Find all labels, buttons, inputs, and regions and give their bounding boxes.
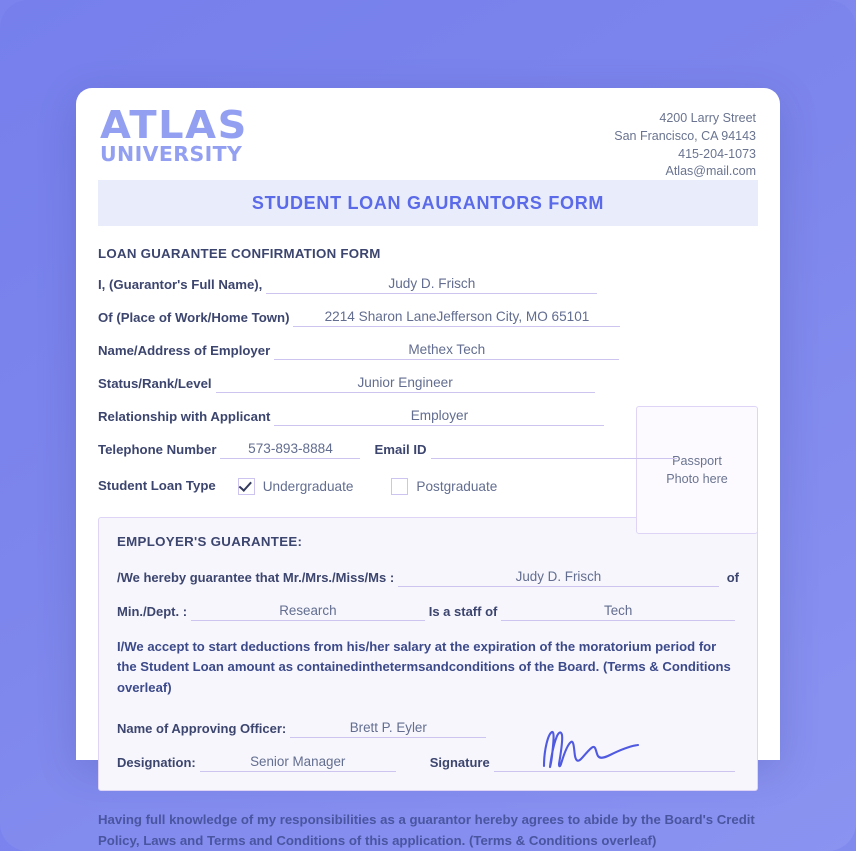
document-header (76, 88, 780, 180)
field-row-place-of-work (98, 301, 756, 327)
status-rank-input[interactable] (216, 370, 595, 393)
field-row-guarantor-name (98, 268, 756, 294)
guarantee-paragraph: I/We accept to start deductions from his/her salary at the expiration of the moratorium period for the Student Loan amount as containedinthetermsandconditions of the Board. (Terms & Conditions overleaf) (117, 639, 731, 695)
contact-address-block (614, 110, 756, 181)
guarantee-row-dept (117, 595, 739, 621)
guarantor-name-input[interactable] (266, 271, 597, 294)
telephone-value: 573-893-8884 (248, 441, 333, 456)
field-row-relationship (98, 400, 756, 426)
signature-input[interactable] (494, 749, 735, 772)
loan-type-option-undergraduate[interactable] (238, 478, 354, 495)
field-label: Of (Place of Work/Home Town) (98, 310, 290, 325)
hereby-label: /We hereby guarantee that Mr./Mrs./Miss/Ms : (117, 570, 395, 585)
field-row-status-rank (98, 367, 756, 393)
field-row-employer-name (98, 334, 756, 360)
form-field-list (98, 268, 756, 499)
relationship-input[interactable] (274, 403, 604, 426)
option-label: Undergraduate (262, 478, 354, 494)
checkbox-unchecked-icon[interactable] (391, 478, 408, 495)
address-email: Atlas@mail.com (665, 164, 756, 179)
field-value: Judy D. Frisch (388, 276, 476, 291)
field-value: Employer (410, 408, 469, 423)
hereby-name-input[interactable] (398, 564, 719, 587)
form-title-banner (98, 180, 758, 226)
field-label: Relationship with Applicant (98, 409, 271, 424)
designation-input[interactable] (200, 749, 396, 772)
telephone-input[interactable] (220, 436, 360, 459)
officer-name-value: Brett P. Eyler (349, 719, 427, 735)
passport-line-2: Photo here (666, 472, 728, 486)
form-document-card (76, 88, 780, 848)
address-phone: 415-204-1073 (678, 146, 756, 161)
loan-type-option-postgraduate[interactable] (391, 478, 497, 495)
guarantee-row-designation-signature (117, 746, 739, 772)
guarantee-title: EMPLOYER'S GUARANTEE: (117, 534, 303, 549)
field-row-telephone-email (98, 433, 756, 459)
checkbox-checked-icon[interactable] (238, 478, 255, 495)
employer-guarantee-box (98, 517, 758, 791)
footer-disclaimer: Having full knowledge of my responsibilities as a guarantor hereby agrees to abide by the Board's Credit Policy, Laws and Terms and Conditions of this application. (Terms & Conditions overleaf) (98, 811, 755, 848)
hereby-name-value: Judy D. Frisch (515, 569, 602, 584)
signature-label: Signature (429, 754, 490, 770)
designation-label: Designation: (117, 754, 196, 770)
guarantee-row-hereby (117, 561, 739, 587)
signature-mark-icon (538, 726, 668, 770)
field-row-loan-type (98, 473, 756, 499)
officer-name-input[interactable] (290, 715, 486, 738)
hereby-suffix: of (726, 570, 739, 585)
telephone-label: Telephone Number (98, 442, 217, 457)
option-label: Postgraduate (416, 478, 498, 494)
field-value: 2214 Sharon LaneJefferson City, MO 65101 (324, 309, 590, 324)
staff-value: Tech (604, 603, 633, 618)
section-title: LOAN GUARANTEE CONFIRMATION FORM (98, 246, 381, 261)
staff-input[interactable] (501, 598, 735, 621)
dept-input[interactable] (191, 598, 425, 621)
email-input[interactable] (431, 436, 677, 459)
loan-type-label: Student Loan Type (98, 477, 216, 493)
logo-text-atlas: ATLAS (100, 103, 248, 147)
form-body (76, 246, 780, 499)
field-value: Methex Tech (408, 342, 486, 357)
dept-value: Research (279, 603, 337, 618)
staff-label: Is a staff of (428, 604, 498, 619)
university-logo (100, 103, 248, 167)
email-label: Email ID (374, 442, 427, 457)
dept-label: Min./Dept. : (117, 604, 188, 619)
address-street: 4200 Larry Street (659, 111, 756, 125)
address-city: San Francisco, CA 94143 (614, 128, 756, 143)
field-label: Name/Address of Employer (98, 343, 271, 358)
logo-text-university: UNIVERSITY (100, 142, 243, 167)
employer-name-input[interactable] (274, 337, 619, 360)
officer-label: Name of Approving Officer: (117, 720, 287, 736)
passport-line-1: Passport (672, 453, 722, 468)
form-title: STUDENT LOAN GAURANTORS FORM (251, 192, 605, 213)
field-value: Junior Engineer (357, 375, 453, 390)
field-label: Status/Rank/Level (98, 376, 212, 391)
guarantee-signature-rows (117, 712, 739, 772)
place-of-work-input[interactable] (293, 304, 620, 327)
field-label: I, (Guarantor's Full Name), (98, 277, 263, 292)
designation-value: Senior Manager (250, 753, 346, 769)
